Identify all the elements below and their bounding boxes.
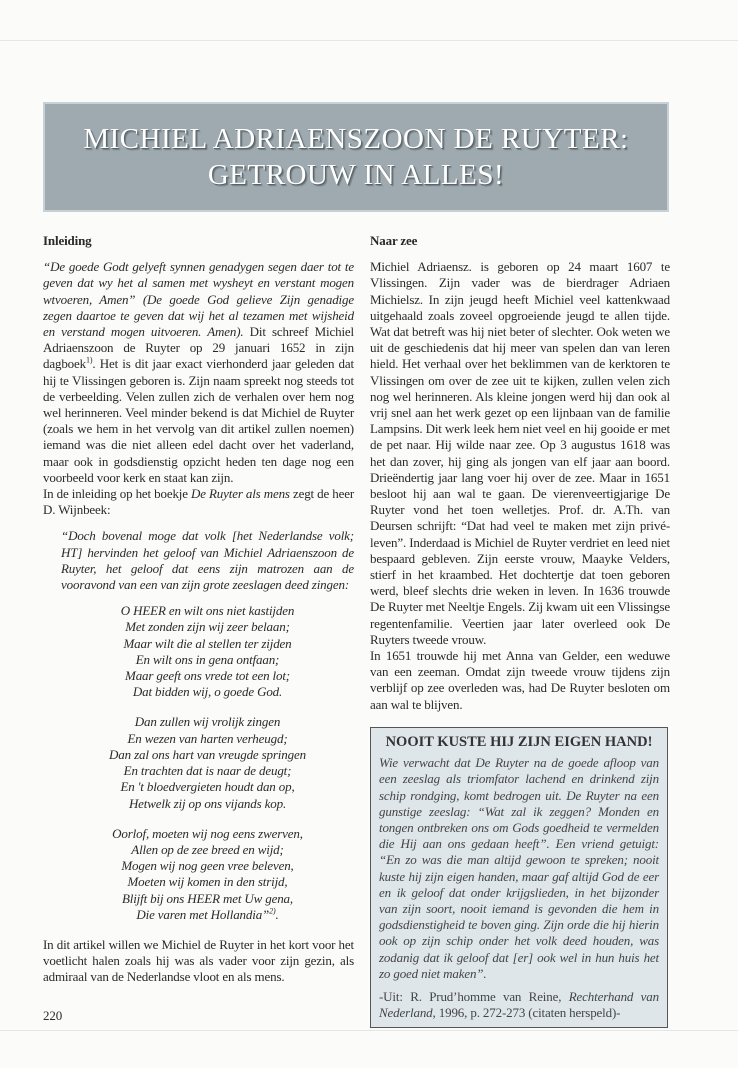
poem-line: Maar wilt die al stellen ter zijden <box>123 635 292 651</box>
closing-paragraph: In dit artikel willen we Michiel de Ruyter in het kort voor het voetlicht halen zoals hij was als vader voor zijn gezin, als admiraal van de Nederlandse vloot en als mens. <box>43 936 354 985</box>
right-column <box>370 233 670 1028</box>
poem-line: Allen op de zee breed en wijd; <box>131 841 284 857</box>
poem-line: Oorlof, moeten wij nog eens zwerven, <box>112 825 303 841</box>
poem-line: Maar geeft ons vrede tot een lot; <box>125 668 290 684</box>
title-line-1: MICHIEL ADRIAENSZOON DE RUYTER: <box>83 123 629 155</box>
poem-line: En wezen van harten verheugd; <box>127 730 288 746</box>
biography-paragraph-1: Michiel Adriaensz. is geboren op 24 maart 1607 te Vlissingen. Zijn vader was de bierdrager Adriaen Michielsz. In zijn jeugd heeft Michiel veel kattenkwaad uitgehaald zoals zoveel opgroeiende jeugd te allen tijde. Wat dat betreft was hij niet beter of slechter. Ook weten we uit de geschiedenis dat hij meer van spelen dan van leren hield. Het verhaal over het beklimmen van de kerktoren te Vlissingen om over de zee uit te kijken, zullen velen zich nog wel herinneren. Als kleine jongen werd hij dan ook al vrij snel aan het werk gezet op een lijnbaan van de familie Lampsins. Dit werk leek hem niet veel en hij gooide er met de pet naar. Hij wilde naar zee. Op 3 augustus 1618 was het dan zover, hij ging als jongen van elf jaar aan boord. Drieëndertig jaar lang voer hij over de zee. Maar in 1651 besloot hij aan wal te gaan. De vierenveertigjarige De Ruyter vond het toen welletjes. Prof. dr. A.Th. van Deursen schrijft: “Dat had veel te maken met zijn privé-leven”. Inderdaad is Michiel de Ruyter verdriet en leed niet bespaard gebleven. Zijn eerste vrouw, Maayke Velders, stierf in het kraambed. Het dochtertje dat toen geboren werd, bleef slechts drie weken in leven. In 1636 trouwde De Ruyter met Neeltje Engels. Zij kwam uit een Vlissingse regentenfamilie. Veertien jaar later overleed ook De Ruyters tweede vrouw. <box>370 259 670 647</box>
source-book-title: Rechterhand van Nederland <box>379 988 659 1021</box>
poem-line: Mogen wij nog geen vree beleven, <box>121 858 294 874</box>
poem-line: Moeten wij komen in den strijd, <box>127 874 288 890</box>
poem-line: En trachten dat is naar de deugt; <box>123 763 292 779</box>
wijnbeek-paragraph <box>43 486 354 518</box>
stanza <box>61 714 354 811</box>
poem-line: Dan zullen wij vrolijk zingen <box>134 714 281 730</box>
left-column <box>43 233 354 1024</box>
source-text-a: -Uit: R. Prud’homme van Reine, <box>379 988 569 1004</box>
book-title: De Ruyter als mens <box>191 486 290 502</box>
p2-text-a: In de inleiding op het boekje <box>43 486 191 502</box>
section-heading-naar-zee: Naar zee <box>370 233 418 248</box>
page-number: 220 <box>43 1007 63 1023</box>
poem-line: Hetwelk zij op ons vijands kop. <box>128 795 287 811</box>
diary-quote: “De goede Godt gelyeft synnen genadygen segen daer tot te geven dat wy het al samen met wysheyt en verstant mogen wtvoeren, Amen” (De goede God gelieve Zijn genadige zegen daartoe te geven dat wij het al tezamen met wijsheid en verstand mogen uitvoeren. Amen). <box>43 259 354 340</box>
sidebar-body: Wie verwacht dat De Ruyter na de goede afloop van een zeeslag als triomfator lachend en drinkend zijn schip rondging, komt bedrogen uit. De Ruyter na een gunstige zeeslag: “Wat zal ik zeggen? Monden en tongen ontbreken ons om Gods goedheid te vermelden die Hij aan ons gedaan heeft”. Een vriend getuigt: “En zo was die man altijd gewoon te spreken; nooit kuste hij zijn eigen handen, maar gaf altijd God de eer en ik geloof dat onder krijgslieden, in het bijzonder van zijn soort, nooit iemand is gevonden die hem in godsdienstigheid te boven ging. Zijn orde die hij hierin ook op zijn schip onder het volk deed houden, was zodanig dat ik geloof dat [er] ook wel in hun huis het zo goed niet maken”. <box>379 755 659 981</box>
stanza <box>61 603 354 700</box>
poem-line: Met zonden zijn wij zeer belaan; <box>125 619 290 635</box>
top-rule <box>0 40 738 41</box>
bottom-rule <box>0 1030 738 1031</box>
stanza <box>61 826 354 923</box>
intro-text-a: Dit schreef Michiel Adriaenszoon de Ruyter op 29 januari 1652 in zijn dagboek <box>43 324 354 372</box>
footnote-1: 1) <box>86 356 93 366</box>
wijnbeek-quote: “Doch bovenal moge dat volk [het Nederlandse volk; HT] hervinden het geloof van Michiel Adriaenszoon de Ruyter, het geloof dat eens zijn matrozen aan de vooravond van een van zijn grote zeeslagen deed zingen: <box>61 528 354 593</box>
poem-end: . <box>275 906 279 922</box>
sidebar-source <box>379 989 659 1021</box>
section-heading-inleiding: Inleiding <box>43 233 92 248</box>
footnote-2: 2) <box>269 906 276 916</box>
poem-line: Blijft bij ons HEER met Uw gena, <box>121 890 294 906</box>
poem-line-text: Die varen met Hollandia” <box>136 906 270 922</box>
poem-line: En 't bloedvergieten houdt dan op, <box>120 779 295 795</box>
poem <box>61 603 354 923</box>
poem-line: Dan zal ons hart van vreugde springen <box>109 746 306 762</box>
title-line-2: GETROUW IN ALLES! <box>207 159 505 191</box>
sidebar-box <box>370 727 668 1028</box>
p2-text-b: zegt de heer D. Wijnbeek: <box>43 486 354 518</box>
sidebar-heading: NOOIT KUSTE HIJ ZIJN EIGEN HAND! <box>385 733 653 750</box>
intro-paragraph <box>43 259 354 486</box>
poem-line <box>61 907 354 923</box>
intro-text-b: . Het is dit jaar exact vierhonderd jaar geleden dat hij te Vlissingen geboren is. Zijn naam spreekt nog steeds tot de verbeelding. Velen zullen zich de verhalen over hem nog wel herinneren. Veel minder bekend is dat Michiel de Ruyter (zoals we hem in het vervolg van dit artikel zullen noemen) iemand was die niet alleen edel dacht over het vaderland, maar ook in godsdienstig opzicht heden ten dage nog een voorbeeld voor kerk en staat kan zijn. <box>43 356 354 485</box>
article-title-banner <box>43 102 669 212</box>
poem-line: O HEER en wilt ons niet kastijden <box>120 603 295 619</box>
poem-line: Dat bidden wij, o goede God. <box>132 684 283 700</box>
poem-line: En wilt ons in gena ontfaan; <box>135 651 280 667</box>
biography-paragraph-2: In 1651 trouwde hij met Anna van Gelder, een weduwe van een zeeman. Omdat zijn tweede vrouw tijdens zijn verblijf op zee overleden was, had De Ruyter besloten om aan wal te blijven. <box>370 648 670 712</box>
source-text-b: , 1996, p. 272-273 (citaten herspeld)- <box>432 1005 621 1021</box>
